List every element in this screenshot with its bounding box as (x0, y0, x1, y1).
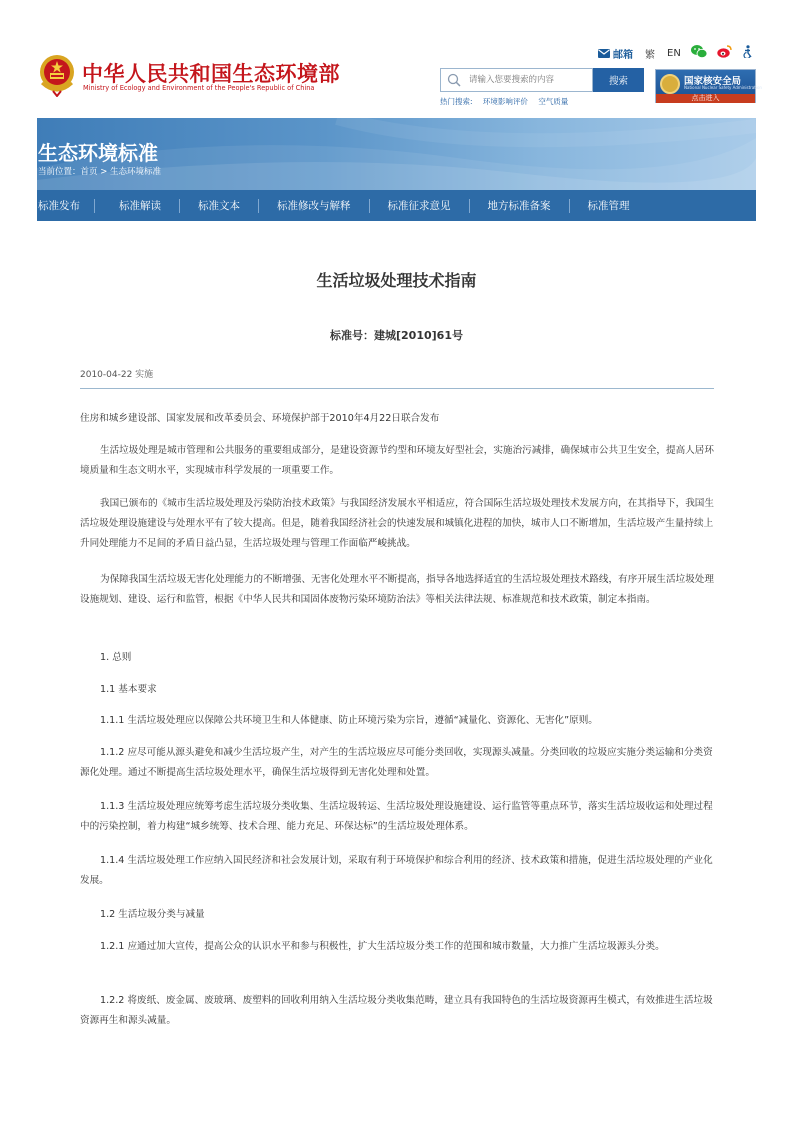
nnsa-name-cn: 国家核安全局 (684, 76, 742, 87)
divider (80, 388, 714, 389)
nnsa-enter-label: 点击进入 (656, 94, 755, 103)
top-links (598, 45, 754, 61)
nnsa-banner-link[interactable] (655, 69, 762, 103)
nav-divider (258, 199, 259, 213)
article-paragraph: 1.2.2 将废纸、废金属、废玻璃、废塑料的回收利用纳入生活垃圾分类收集范畴，建立具有我国特色的生活垃圾资源再生模式，有效推进生活垃圾资源再生和源头减量。 (80, 995, 713, 1026)
nav-item-standard-consultation[interactable]: 标准征求意见 (387, 200, 451, 212)
article-paragraph: 为保障我国生活垃圾无害化处理能力的不断增强、无害化处理水平不断提高，指导各地选择适宜的生活垃圾处理技术路线，有序开展生活垃圾处理设施规划、建设、运行和监管，根据《中华人民共和国固体废物污染环境防治法》等相关法律法规、标准规范和技术政策，制定本指南。 (80, 574, 714, 605)
site-name-cn[interactable]: 中华人民共和国生态环境部 (82, 62, 340, 86)
search-button[interactable]: 搜索 (593, 68, 644, 92)
hot-search-link[interactable]: 空气质量 (538, 97, 569, 106)
implementation-date: 2010-04-22 实施 (80, 370, 154, 380)
nav-divider (94, 199, 95, 213)
nav-divider (469, 199, 470, 213)
nnsa-name-en: National Nuclear Safety Administration (684, 85, 762, 90)
nav-divider (569, 199, 570, 213)
search-box (440, 68, 593, 92)
nav-item-standard-text[interactable]: 标准文本 (198, 200, 240, 212)
article-paragraph: 我国已颁布的《城市生活垃圾处理及污染防治技术政策》与我国经济发展水平相适应，符合国际生活垃圾处理技术发展方向，在其指导下，我国生活垃圾处理设施建设与处理水平有了较大提高。但是，随着我国经济社会的快速发展和城镇化进程的加快，城市人口不断增加，生活垃圾产生量持续上升同处理能力不足间的矛盾日益凸显，生活垃圾处理与管理工作面临严峻挑战。 (80, 498, 714, 549)
article-paragraph: 1.1.3 生活垃圾处理应统筹考虑生活垃圾分类收集、生活垃圾转运、生活垃圾处理设施建设、运行监管等重点环节，落实生活垃圾收运和处理过程中的污染控制，着力构建“城乡统筹、技术合理、能力充足、环保达标”的生活垃圾处理体系。 (80, 801, 713, 832)
english-link[interactable]: EN (667, 47, 681, 59)
search-icon (447, 73, 461, 87)
traditional-chinese-link[interactable]: 繁 (645, 49, 655, 61)
standard-number: 标准号：建城[2010]61号 (330, 329, 463, 342)
mail-link[interactable] (598, 46, 633, 61)
mail-label: 邮箱 (613, 49, 633, 61)
accessibility-icon[interactable] (742, 45, 754, 61)
nav-divider (369, 199, 370, 213)
weibo-icon[interactable] (717, 45, 732, 61)
hot-searches (440, 96, 576, 107)
nav-divider (179, 199, 180, 213)
article-paragraph: 1. 总则 (100, 652, 132, 663)
search-input[interactable] (469, 71, 589, 89)
article-paragraph: 1.1 基本要求 (100, 684, 157, 695)
article-paragraph: 1.2 生活垃圾分类与减量 (100, 909, 205, 920)
envelope-icon (598, 49, 610, 58)
article-paragraph: 生活垃圾处理是城市管理和公共服务的重要组成部分，是建设资源节约型和环境友好型社会，实施治污减排，确保城市公共卫生安全，提高人居环境质量和生态文明水平，实现城市科学发展的一项重要工作。 (80, 445, 714, 476)
wechat-icon[interactable] (691, 45, 707, 61)
breadcrumb[interactable]: 当前位置：首页 > 生态环境标准 (38, 167, 162, 177)
banner-title: 生态环境标准 (38, 141, 158, 165)
article-paragraph: 1.2.1 应通过加大宣传，提高公众的认识水平和参与积极性，扩大生活垃圾分类工作的范围和城市数量，大力推广生活垃圾源头分类。 (100, 941, 665, 952)
article-paragraph: 1.1.2 应尽可能从源头避免和减少生活垃圾产生，对产生的生活垃圾应尽可能分类回收，实现源头减量。分类回收的垃圾应实施分类运输和分类资源化处理。通过不断提高生活垃圾处理水平，确保生活垃圾得到无害化处理和处置。 (80, 747, 713, 778)
nnsa-logo-icon (660, 74, 680, 94)
nav-item-standard-amendment[interactable]: 标准修改与解释 (277, 200, 351, 212)
site-name-en: Ministry of Ecology and Environment of the People's Republic of China (83, 84, 315, 92)
site-header (0, 0, 793, 118)
article-paragraph: 住房和城乡建设部、国家发展和改革委员会、环境保护部于2010年4月22日联合发布 (80, 413, 440, 424)
section-banner (37, 118, 756, 190)
hot-search-label: 热门搜索: (440, 97, 473, 106)
nav-item-standard-release[interactable]: 标准发布 (38, 200, 80, 212)
article-paragraph: 1.1.4 生活垃圾处理工作应纳入国民经济和社会发展计划，采取有利于环境保护和综合利用的经济、技术政策和措施，促进生活垃圾处理的产业化发展。 (80, 855, 713, 886)
national-emblem-icon[interactable] (38, 53, 76, 97)
article-title: 生活垃圾处理技术指南 (316, 271, 477, 290)
nav-item-standard-interpretation[interactable]: 标准解读 (119, 200, 161, 212)
hot-search-link[interactable]: 环境影响评价 (482, 97, 528, 106)
article-paragraph: 1.1.1 生活垃圾处理应以保障公共环境卫生和人体健康、防止环境污染为宗旨，遵循“减量化、资源化、无害化”原则。 (100, 715, 598, 726)
nav-item-standard-management[interactable]: 标准管理 (587, 200, 630, 212)
nav-item-local-standard-filing[interactable]: 地方标准备案 (487, 200, 551, 212)
main-nav (37, 190, 756, 221)
